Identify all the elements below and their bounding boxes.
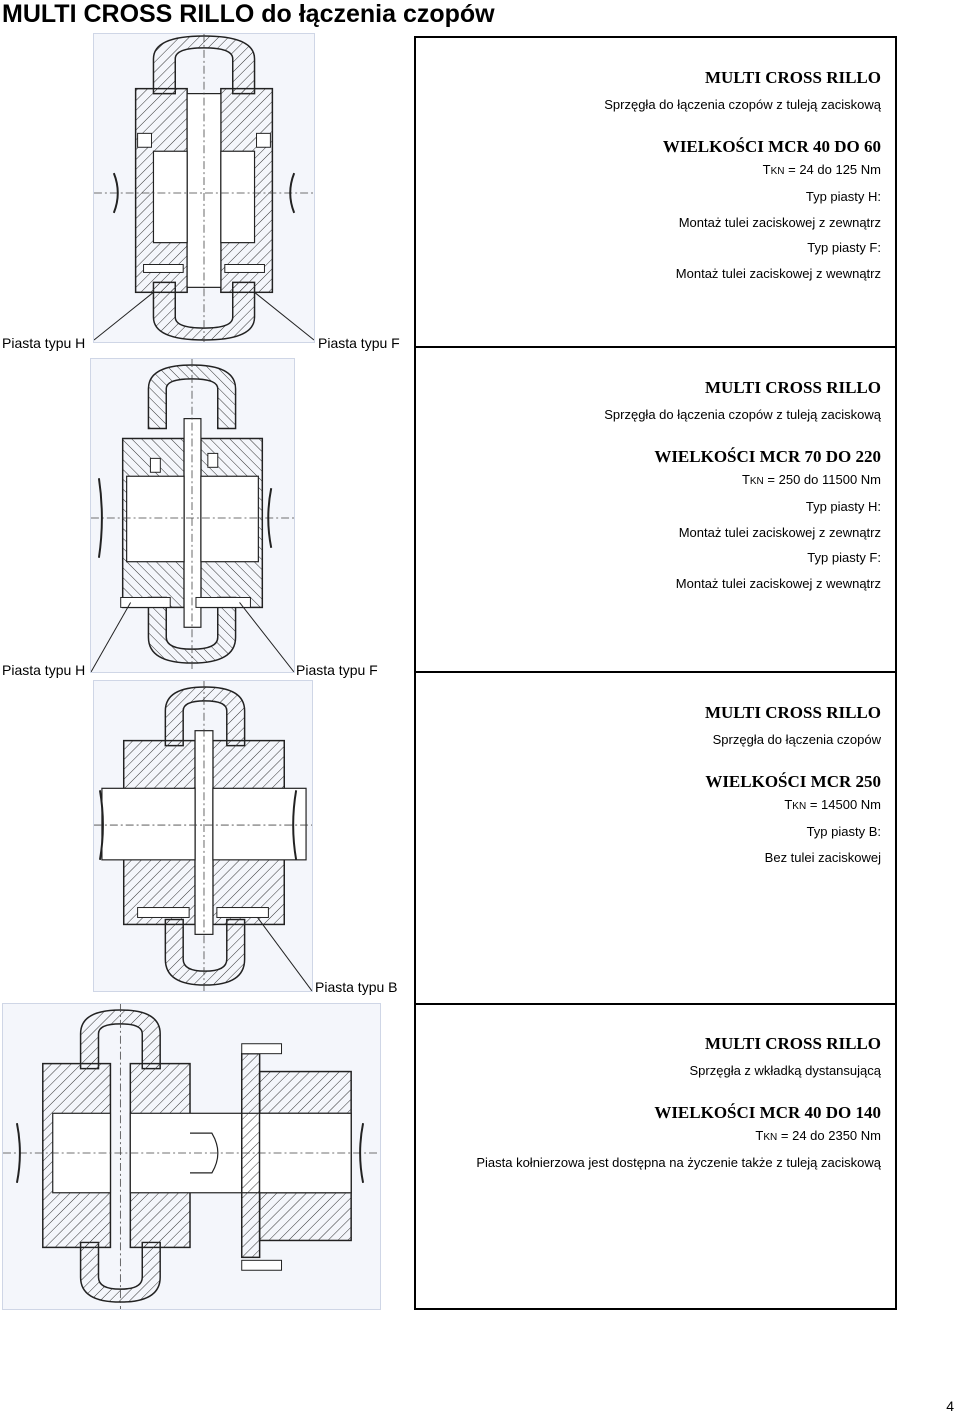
hub-type-b-description: Bez tulei zaciskowej	[764, 849, 881, 865]
size-range-title: WIELKOŚCI MCR 40 DO 140	[654, 1102, 881, 1122]
hub-type-f-caption: Piasta typu F	[318, 335, 400, 351]
spec-box-mcr-40-60	[414, 36, 897, 348]
coupling-description: Sprzęgła z wkładką dystansującą	[689, 1063, 881, 1078]
spec-box-mcr-70-220	[414, 346, 897, 673]
hub-type-f-label: Typ piasty F:	[807, 240, 881, 255]
torque-rating: TKN = 14500 Nm	[784, 796, 881, 812]
page-number: 4	[946, 1398, 954, 1414]
spec-box-mcr-250	[414, 671, 897, 1005]
coupling-section-drawing	[94, 34, 314, 342]
brand-title: MULTI CROSS RILLO	[704, 1034, 881, 1053]
coupling-section-drawing	[91, 359, 294, 672]
hub-type-h-caption: Piasta typu H	[2, 335, 86, 351]
coupling-description: Sprzęgła do łączenia czopów z tuleją zaciskową	[604, 97, 881, 112]
coupling-drawing-mcr-70-220	[90, 358, 295, 673]
hub-type-f-description: Montaż tulei zaciskowej z wewnątrz	[675, 265, 881, 281]
brand-title: MULTI CROSS RILLO	[704, 68, 881, 87]
hub-type-h-description: Montaż tulei zaciskowej z zewnątrz	[678, 214, 881, 230]
size-range-title: WIELKOŚCI MCR 40 DO 60	[662, 136, 881, 156]
page-title: MULTI CROSS RILLO do łączenia czopów	[2, 0, 495, 28]
brand-title: MULTI CROSS RILLO	[704, 703, 881, 722]
coupling-drawing-mcr-250	[93, 680, 313, 992]
hub-type-h-label: Typ piasty H:	[805, 499, 881, 514]
hub-type-f-label: Typ piasty F:	[807, 550, 881, 565]
hub-type-h-label: Typ piasty H:	[805, 189, 881, 204]
hub-type-h-description: Montaż tulei zaciskowej z zewnątrz	[678, 524, 881, 540]
hub-type-b-caption: Piasta typu B	[315, 979, 398, 995]
flange-hub-note: Piasta kołnierzowa jest dostępna na życzenie także z tuleją zaciskową	[476, 1155, 881, 1170]
size-range-title: WIELKOŚCI MCR 70 DO 220	[654, 446, 881, 466]
coupling-section-drawing	[3, 1004, 380, 1309]
torque-rating: TKN = 250 do 11500 Nm	[741, 471, 881, 487]
coupling-description: Sprzęgła do łączenia czopów	[712, 732, 881, 747]
hub-type-f-caption: Piasta typu F	[296, 662, 378, 678]
spec-box-mcr-40-140-spacer	[414, 1003, 897, 1310]
coupling-drawing-mcr-40-60	[93, 33, 315, 343]
hub-type-b-label: Typ piasty B:	[806, 824, 881, 839]
hub-type-h-caption: Piasta typu H	[2, 662, 86, 678]
coupling-section-drawing	[94, 681, 312, 991]
torque-rating: TKN = 24 do 125 Nm	[762, 161, 881, 177]
coupling-drawing-spacer	[2, 1003, 381, 1310]
size-range-title: WIELKOŚCI MCR 250	[705, 771, 881, 791]
brand-title: MULTI CROSS RILLO	[704, 378, 881, 397]
hub-type-f-description: Montaż tulei zaciskowej z wewnątrz	[675, 575, 881, 591]
coupling-description: Sprzęgła do łączenia czopów z tuleją zaciskową	[604, 407, 881, 422]
torque-rating: TKN = 24 do 2350 Nm	[755, 1127, 881, 1143]
